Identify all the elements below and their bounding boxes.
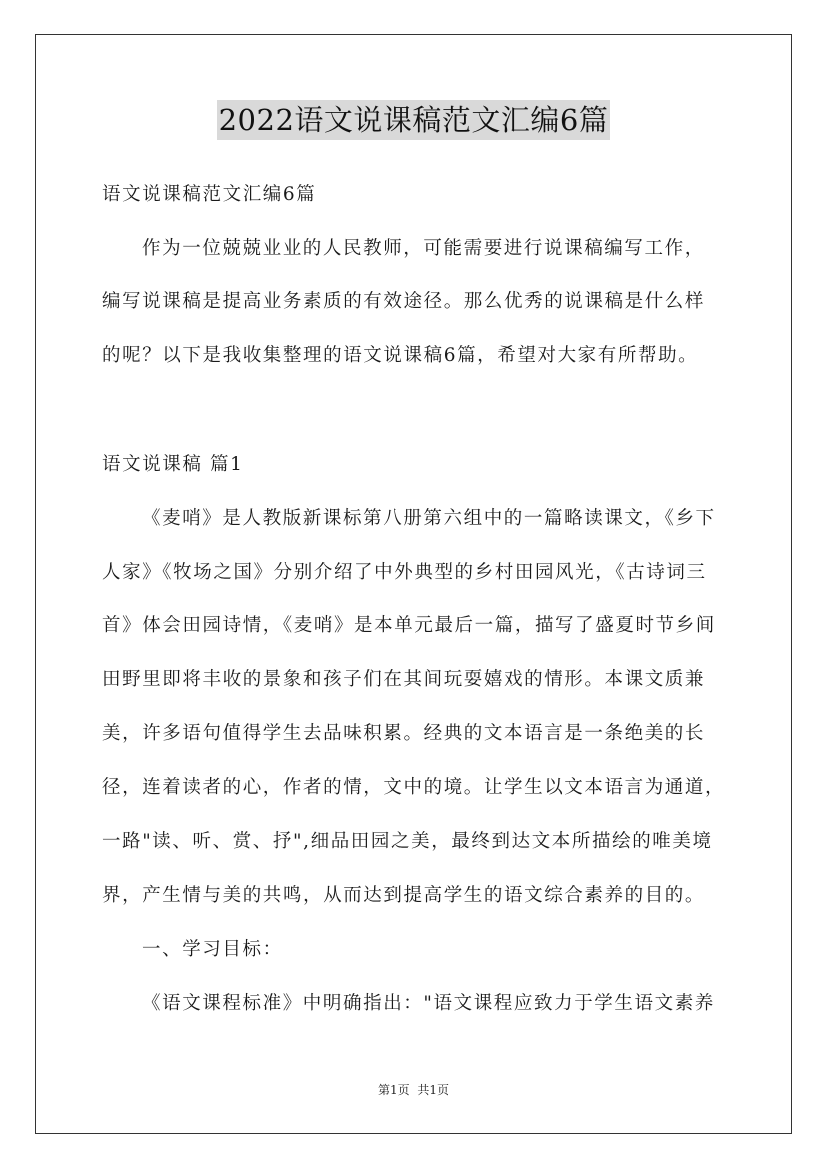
- body-line-6: 径，连着读者的心，作者的情，文中的境。让学生以文本语言为通道，: [102, 777, 726, 798]
- body-line-3: 首》体会田园诗情，《麦哨》是本单元最后一篇，描写了盛夏时节乡间: [102, 615, 716, 636]
- body-line-8: 界，产生情与美的共鸣，从而达到提高学生的语文综合素养的目的。: [102, 885, 706, 906]
- title-container: [0, 100, 827, 140]
- intro-line-1: 作为一位兢兢业业的人民教师，可能需要进行说课稿编写工作，: [142, 238, 705, 259]
- page-number: 第1页: [378, 1083, 410, 1097]
- body-line-1: 《麦哨》是人教版新课标第八册第六组中的一篇略读课文，《乡下: [142, 508, 716, 529]
- document-title: 2022语文说课稿范文汇编6篇: [217, 100, 611, 140]
- intro-line-3: 的呢？以下是我收集整理的语文说课稿6篇，希望对大家有所帮助。: [102, 345, 699, 366]
- subtitle-line: 语文说课稿范文汇编6篇: [102, 184, 317, 205]
- body-line-4: 田野里即将丰收的景象和孩子们在其间玩耍嬉戏的情形。本课文质兼: [102, 669, 706, 690]
- subsection-heading: 一、学习目标：: [142, 939, 283, 960]
- page-total: 共1页: [417, 1083, 449, 1097]
- page-footer: [0, 1082, 827, 1098]
- body-line-5: 美，许多语句值得学生去品味积累。经典的文本语言是一条绝美的长: [102, 723, 706, 744]
- body-line-2: 人家》《牧场之国》分别介绍了中外典型的乡村田园风光，《古诗词三: [102, 562, 707, 583]
- body-line-7: 一路"读、听、赏、抒",细品田园之美，最终到达文本所描绘的唯美境: [102, 831, 713, 852]
- body-line-9: 《语文课程标准》中明确指出："语文课程应致力于学生语文素养: [142, 993, 715, 1014]
- section-heading: 语文说课稿 篇1: [102, 454, 244, 475]
- intro-line-2: 编写说课稿是提高业务素质的有效途径。那么优秀的说课稿是什么样: [102, 291, 706, 312]
